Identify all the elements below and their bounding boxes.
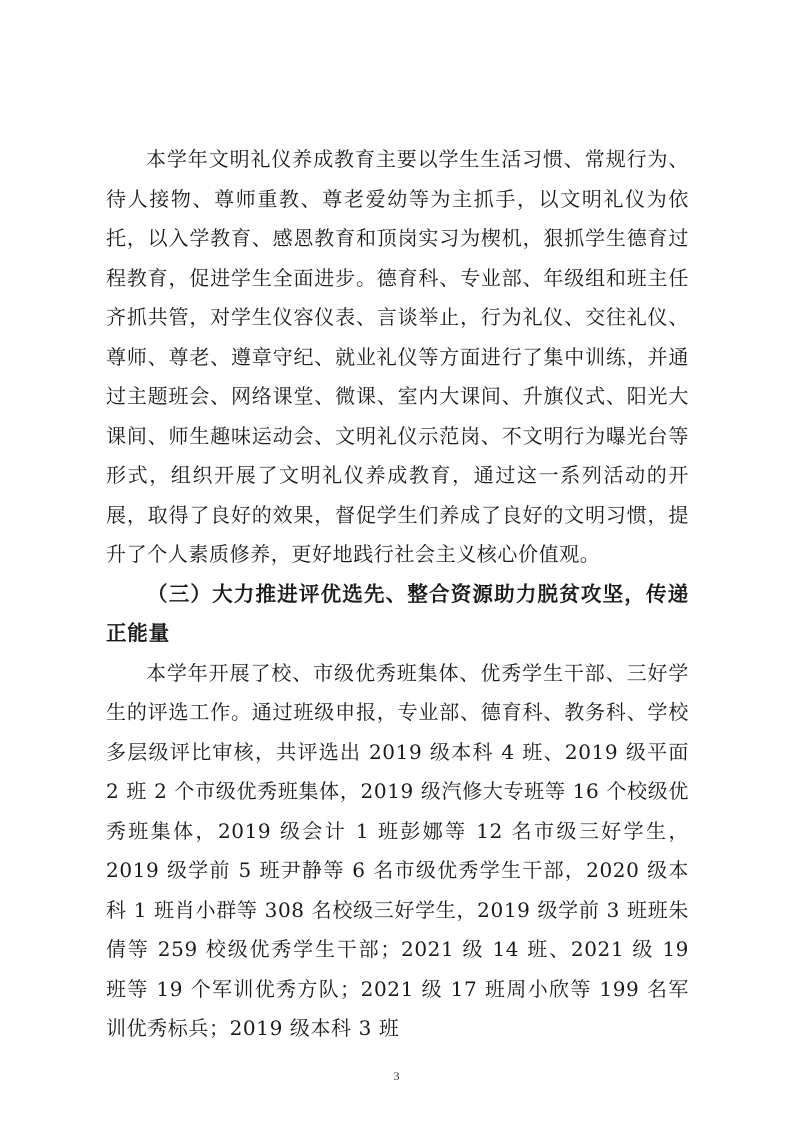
body-paragraph: 本学年开展了校、市级优秀班集体、优秀学生干部、三好学生的评选工作。通过班级申报，专业部、德育科、教务科、学校多层级评比审核，共评选出 2019 级本科 4 班、2019 级平面 2 班 2 个市级优秀班集体，2019 级汽修大专班等 16 个校级优秀班集体，2019 级会计 1 班彭娜等 12 名市级三好学生，2019 级学前 5 班尹静等 6 名市级优秀学生干部，2020 级本科 1 班肖小群等 308 名校级三好学生，2019 级学前 3 班班朱倩等 259 校级优秀学生干部；2021 级 14 班、2021 级 19 班等 19 个军训优秀方队；2021 级 17 班周小欣等 199 名军训优秀标兵；2019 级本科 3 班 bbox=[106, 660, 689, 1040]
page-number: 3 bbox=[393, 1069, 400, 1083]
document-body bbox=[106, 140, 689, 1049]
section-heading: （三）大力推进评优选先、整合资源助力脱贫攻坚，传递正能量 bbox=[106, 581, 689, 645]
body-paragraph: 本学年文明礼仪养成教育主要以学生生活习惯、常规行为、待人接物、尊师重教、尊老爱幼等为主抓手，以文明礼仪为依托，以入学教育、感恩教育和顶岗实习为楔机，狠抓学生德育过程教育，促进学生全面进步。德育科、专业部、年级组和班主任齐抓共管，对学生仪容仪表、言谈举止，行为礼仪、交往礼仪、尊师、尊老、遵章守纪、就业礼仪等方面进行了集中训练，并通过主题班会、网络课堂、微课、室内大课间、升旗仪式、阳光大课间、师生趣味运动会、文明礼仪示范岗、不文明行为曝光台等形式，组织开展了文明礼仪养成教育，通过这一系列活动的开展，取得了良好的效果，督促学生们养成了良好的文明习惯，提升了个人素质修养，更好地践行社会主义核心价值观。 bbox=[106, 147, 689, 566]
